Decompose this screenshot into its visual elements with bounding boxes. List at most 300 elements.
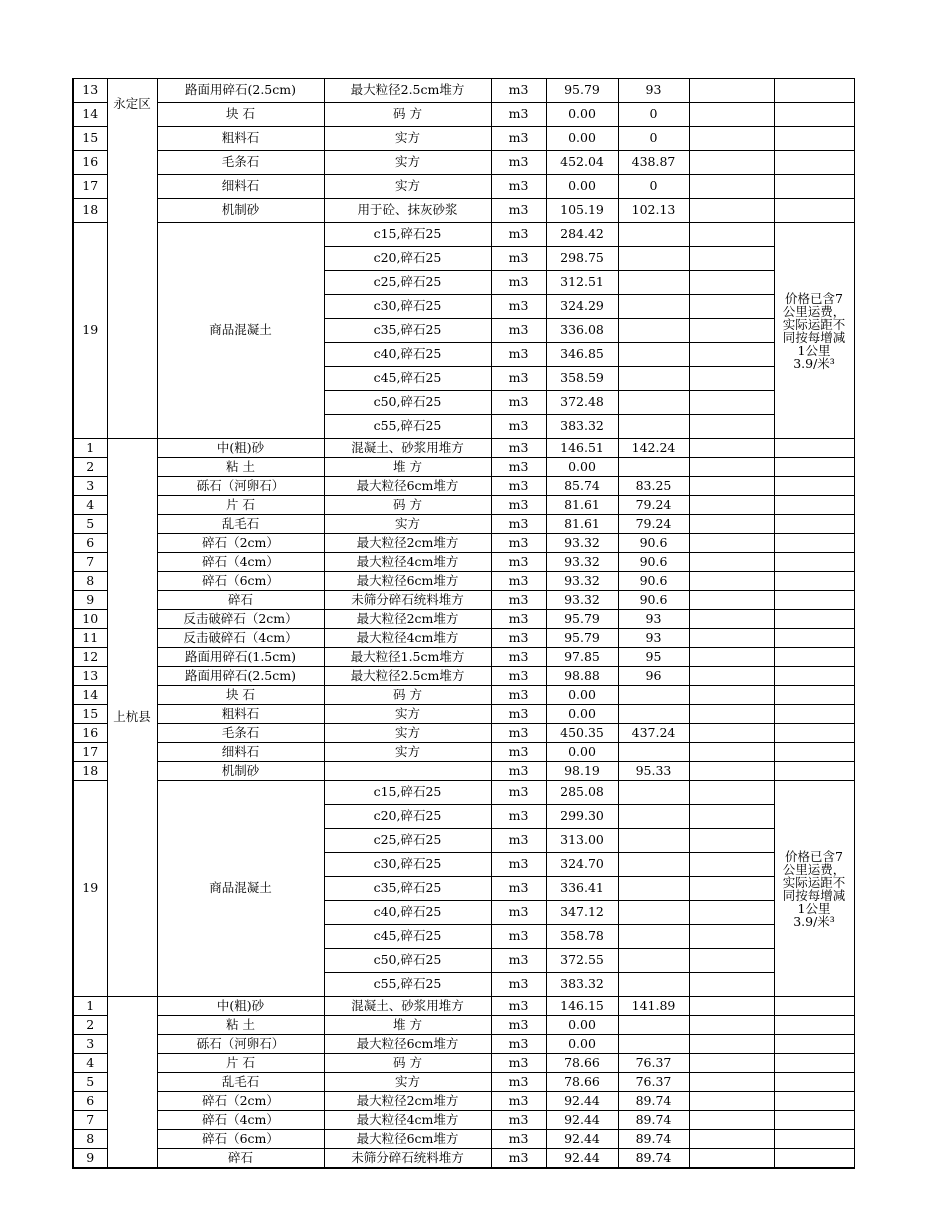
cell-note (774, 534, 854, 553)
cell-unit: m3 (491, 175, 546, 199)
cell-price2: 90.6 (618, 591, 689, 610)
cell-spec: c30,碎石25 (324, 853, 491, 877)
cell-price1: 92.44 (546, 1130, 618, 1149)
cell-unit: m3 (491, 1054, 546, 1073)
cell-unit: m3 (491, 271, 546, 295)
cell-note (774, 591, 854, 610)
cell-price2 (618, 686, 689, 705)
cell-unit: m3 (491, 1016, 546, 1035)
cell-price2: 0 (618, 103, 689, 127)
cell-row-number: 11 (73, 629, 107, 648)
table-row (73, 199, 854, 223)
cell-spec: c35,碎石25 (324, 319, 491, 343)
cell-row-number: 13 (73, 667, 107, 686)
cell-spec: 最大粒径6cm堆方 (324, 477, 491, 496)
cell-material: 机制砂 (157, 762, 324, 781)
table-row (73, 477, 854, 496)
cell-note (774, 553, 854, 572)
cell-spec: c55,碎石25 (324, 973, 491, 997)
freight-note-line: 实际运距不 (782, 316, 846, 332)
cell-spec: 实方 (324, 515, 491, 534)
cell-material: 细料石 (157, 175, 324, 199)
cell-unit: m3 (491, 925, 546, 949)
cell-unit: m3 (491, 1130, 546, 1149)
cell-row-number: 12 (73, 648, 107, 667)
freight-note-line: 1公里 (797, 900, 831, 916)
cell-extra (689, 781, 774, 805)
cell-extra (689, 1073, 774, 1092)
cell-price1: 313.00 (546, 829, 618, 853)
cell-price1: 98.19 (546, 762, 618, 781)
cell-price1: 383.32 (546, 973, 618, 997)
cell-spec: c35,碎石25 (324, 877, 491, 901)
cell-note (774, 686, 854, 705)
table-row (73, 103, 854, 127)
cell-note (774, 629, 854, 648)
cell-unit: m3 (491, 1092, 546, 1111)
cell-price2: 142.24 (618, 439, 689, 458)
cell-material: 路面用碎石(1.5cm) (157, 648, 324, 667)
cell-extra (689, 949, 774, 973)
cell-spec: c55,碎石25 (324, 415, 491, 439)
cell-spec: 混凝土、砂浆用堆方 (324, 997, 491, 1016)
cell-note (774, 1149, 854, 1168)
cell-note (774, 997, 854, 1016)
cell-note (774, 705, 854, 724)
cell-price2: 89.74 (618, 1130, 689, 1149)
cell-price2: 89.74 (618, 1092, 689, 1111)
cell-row-number: 4 (73, 1054, 107, 1073)
cell-spec: 最大粒径6cm堆方 (324, 1130, 491, 1149)
cell-unit: m3 (491, 973, 546, 997)
cell-material: 乱毛石 (157, 1073, 324, 1092)
cell-spec: 最大粒径4cm堆方 (324, 1111, 491, 1130)
cell-spec: c45,碎石25 (324, 367, 491, 391)
cell-unit: m3 (491, 1149, 546, 1168)
cell-price1: 81.61 (546, 496, 618, 515)
cell-spec: c40,碎石25 (324, 343, 491, 367)
cell-price1: 312.51 (546, 271, 618, 295)
cell-unit: m3 (491, 1073, 546, 1092)
cell-price1: 372.55 (546, 949, 618, 973)
cell-price2: 90.6 (618, 572, 689, 591)
cell-extra (689, 223, 774, 247)
cell-extra (689, 901, 774, 925)
cell-extra (689, 572, 774, 591)
table-row (73, 151, 854, 175)
cell-note (774, 743, 854, 762)
cell-spec: 最大粒径1.5cm堆方 (324, 648, 491, 667)
table-row (73, 762, 854, 781)
cell-material: 碎石（4cm） (157, 553, 324, 572)
cell-row-number: 1 (73, 439, 107, 458)
cell-note (774, 1016, 854, 1035)
cell-spec: 最大粒径2.5cm堆方 (324, 667, 491, 686)
table-row (73, 439, 854, 458)
cell-note (774, 610, 854, 629)
cell-extra (689, 175, 774, 199)
cell-spec: 码 方 (324, 1054, 491, 1073)
cell-extra (689, 247, 774, 271)
cell-row-number: 17 (73, 175, 107, 199)
cell-extra (689, 1016, 774, 1035)
cell-price1: 105.19 (546, 199, 618, 223)
table-row (73, 997, 854, 1016)
cell-price1: 324.70 (546, 853, 618, 877)
cell-price2 (618, 391, 689, 415)
cell-extra (689, 973, 774, 997)
cell-unit: m3 (491, 610, 546, 629)
cell-unit: m3 (491, 223, 546, 247)
cell-material: 粘 土 (157, 458, 324, 477)
cell-note (774, 515, 854, 534)
cell-spec: 码 方 (324, 103, 491, 127)
cell-price1: 78.66 (546, 1073, 618, 1092)
cell-unit: m3 (491, 805, 546, 829)
cell-price1: 97.85 (546, 648, 618, 667)
table-row (73, 1092, 854, 1111)
cell-row-number: 14 (73, 686, 107, 705)
cell-price2: 0 (618, 127, 689, 151)
table-row (73, 705, 854, 724)
cell-price1: 0.00 (546, 686, 618, 705)
table-row-concrete (73, 781, 854, 805)
cell-extra (689, 439, 774, 458)
cell-spec: 实方 (324, 127, 491, 151)
cell-unit: m3 (491, 572, 546, 591)
cell-unit: m3 (491, 103, 546, 127)
cell-material: 碎石 (157, 1149, 324, 1168)
cell-extra (689, 319, 774, 343)
cell-price2: 90.6 (618, 553, 689, 572)
cell-price1: 98.88 (546, 667, 618, 686)
cell-unit: m3 (491, 415, 546, 439)
cell-unit: m3 (491, 343, 546, 367)
cell-price2: 89.74 (618, 1149, 689, 1168)
cell-price1: 0.00 (546, 458, 618, 477)
cell-row-number: 14 (73, 103, 107, 127)
cell-spec: 未筛分碎石统料堆方 (324, 591, 491, 610)
cell-price1: 92.44 (546, 1092, 618, 1111)
table-row (73, 686, 854, 705)
cell-row-number: 9 (73, 591, 107, 610)
cell-row-number: 2 (73, 458, 107, 477)
cell-price2 (618, 829, 689, 853)
cell-material: 反击破碎石（2cm） (157, 610, 324, 629)
cell-extra (689, 515, 774, 534)
cell-material: 块 石 (157, 103, 324, 127)
cell-row-number: 16 (73, 151, 107, 175)
cell-price2 (618, 319, 689, 343)
cell-price2: 79.24 (618, 515, 689, 534)
cell-extra (689, 477, 774, 496)
cell-spec: c50,碎石25 (324, 949, 491, 973)
cell-price1: 146.15 (546, 997, 618, 1016)
cell-price2 (618, 367, 689, 391)
cell-row-number: 7 (73, 553, 107, 572)
cell-note (774, 648, 854, 667)
cell-price2: 89.74 (618, 1111, 689, 1130)
cell-unit: m3 (491, 901, 546, 925)
cell-price1: 146.51 (546, 439, 618, 458)
cell-price2: 83.25 (618, 477, 689, 496)
cell-row-number: 1 (73, 997, 107, 1016)
cell-extra (689, 591, 774, 610)
cell-extra (689, 1035, 774, 1054)
cell-unit: m3 (491, 458, 546, 477)
cell-note (774, 1130, 854, 1149)
cell-unit: m3 (491, 853, 546, 877)
table-row (73, 1054, 854, 1073)
cell-extra (689, 415, 774, 439)
cell-extra (689, 925, 774, 949)
cell-material: 片 石 (157, 1054, 324, 1073)
table-row (73, 572, 854, 591)
cell-price2 (618, 458, 689, 477)
cell-note (774, 1073, 854, 1092)
cell-material: 粘 土 (157, 1016, 324, 1035)
cell-price1: 450.35 (546, 724, 618, 743)
cell-unit: m3 (491, 199, 546, 223)
cell-note (774, 1092, 854, 1111)
cell-unit: m3 (491, 743, 546, 762)
cell-extra (689, 367, 774, 391)
cell-extra (689, 610, 774, 629)
table-row (73, 1016, 854, 1035)
cell-unit: m3 (491, 127, 546, 151)
freight-note-line: 3.9/米³ (793, 913, 835, 929)
cell-spec: 最大粒径4cm堆方 (324, 553, 491, 572)
cell-price2: 96 (618, 667, 689, 686)
region-label: 上杭县 (113, 709, 151, 725)
cell-price1: 0.00 (546, 103, 618, 127)
cell-extra (689, 103, 774, 127)
cell-row-number: 6 (73, 534, 107, 553)
cell-row-number: 15 (73, 705, 107, 724)
cell-unit: m3 (491, 515, 546, 534)
cell-unit: m3 (491, 781, 546, 805)
cell-extra (689, 1149, 774, 1168)
cell-price2 (618, 949, 689, 973)
cell-extra (689, 458, 774, 477)
cell-price1: 298.75 (546, 247, 618, 271)
cell-note (774, 127, 854, 151)
cell-price1: 372.48 (546, 391, 618, 415)
cell-price2 (618, 705, 689, 724)
table-row (73, 496, 854, 515)
cell-unit: m3 (491, 439, 546, 458)
cell-unit: m3 (491, 762, 546, 781)
cell-row-number: 18 (73, 199, 107, 223)
cell-material: 粗料石 (157, 705, 324, 724)
cell-price2: 102.13 (618, 199, 689, 223)
freight-note-line: 1公里 (797, 342, 831, 358)
cell-unit: m3 (491, 667, 546, 686)
cell-price2: 438.87 (618, 151, 689, 175)
cell-unit: m3 (491, 648, 546, 667)
cell-unit: m3 (491, 319, 546, 343)
cell-price1: 95.79 (546, 610, 618, 629)
cell-price1: 78.66 (546, 1054, 618, 1073)
cell-extra (689, 877, 774, 901)
table-row (73, 127, 854, 151)
cell-price1: 346.85 (546, 343, 618, 367)
cell-spec: 实方 (324, 151, 491, 175)
cell-extra (689, 271, 774, 295)
table-row (73, 629, 854, 648)
cell-price2: 0 (618, 175, 689, 199)
table-row (73, 515, 854, 534)
cell-material: 商品混凝土 (157, 781, 324, 997)
cell-extra (689, 762, 774, 781)
cell-note (774, 151, 854, 175)
cell-extra (689, 667, 774, 686)
cell-row-number: 8 (73, 572, 107, 591)
cell-note (774, 79, 854, 103)
cell-freight-note (774, 223, 854, 439)
material-price-table (72, 78, 855, 1169)
cell-row-number: 3 (73, 1035, 107, 1054)
cell-price2 (618, 415, 689, 439)
cell-price2 (618, 743, 689, 762)
cell-extra (689, 391, 774, 415)
cell-row-number: 7 (73, 1111, 107, 1130)
table-row (73, 743, 854, 762)
cell-price2: 76.37 (618, 1054, 689, 1073)
cell-extra (689, 686, 774, 705)
cell-spec: 最大粒径2.5cm堆方 (324, 79, 491, 103)
cell-row-number: 16 (73, 724, 107, 743)
cell-material: 毛条石 (157, 151, 324, 175)
cell-price2 (618, 853, 689, 877)
table-row (73, 458, 854, 477)
cell-unit: m3 (491, 705, 546, 724)
cell-spec: c25,碎石25 (324, 271, 491, 295)
cell-note (774, 458, 854, 477)
table-row (73, 1149, 854, 1168)
cell-extra (689, 343, 774, 367)
cell-spec: 堆 方 (324, 1016, 491, 1035)
cell-unit: m3 (491, 247, 546, 271)
cell-row-number: 19 (73, 781, 107, 997)
cell-extra (689, 79, 774, 103)
cell-unit: m3 (491, 949, 546, 973)
cell-note (774, 477, 854, 496)
cell-row-number: 4 (73, 496, 107, 515)
cell-price1: 0.00 (546, 743, 618, 762)
freight-note-line: 同按每增减 (782, 329, 846, 345)
cell-note (774, 1035, 854, 1054)
cell-spec: c20,碎石25 (324, 247, 491, 271)
cell-note (774, 1111, 854, 1130)
cell-price2: 90.6 (618, 534, 689, 553)
cell-extra (689, 853, 774, 877)
cell-extra (689, 553, 774, 572)
cell-price2: 95 (618, 648, 689, 667)
cell-spec: 混凝土、砂浆用堆方 (324, 439, 491, 458)
table-row (73, 1130, 854, 1149)
cell-spec: c25,碎石25 (324, 829, 491, 853)
cell-material: 块 石 (157, 686, 324, 705)
cell-extra (689, 705, 774, 724)
cell-price2 (618, 901, 689, 925)
cell-price1: 285.08 (546, 781, 618, 805)
cell-material: 乱毛石 (157, 515, 324, 534)
cell-unit: m3 (491, 724, 546, 743)
cell-price2: 93 (618, 629, 689, 648)
freight-note-line: 公里运费， (782, 303, 846, 319)
freight-note-line: 价格已含7 (785, 848, 843, 864)
cell-price1: 92.44 (546, 1111, 618, 1130)
cell-price2 (618, 925, 689, 949)
cell-spec: 实方 (324, 743, 491, 762)
cell-price1: 299.30 (546, 805, 618, 829)
table-row (73, 591, 854, 610)
cell-region (107, 79, 157, 439)
cell-spec: c20,碎石25 (324, 805, 491, 829)
cell-spec: 实方 (324, 724, 491, 743)
cell-row-number: 10 (73, 610, 107, 629)
cell-row-number: 8 (73, 1130, 107, 1149)
table-row-concrete (73, 223, 854, 247)
cell-spec: 堆 方 (324, 458, 491, 477)
cell-row-number: 9 (73, 1149, 107, 1168)
cell-material: 商品混凝土 (157, 223, 324, 439)
cell-price2 (618, 1016, 689, 1035)
cell-price1: 81.61 (546, 515, 618, 534)
cell-price2 (618, 223, 689, 247)
cell-region (107, 997, 157, 1168)
cell-spec: 最大粒径2cm堆方 (324, 534, 491, 553)
cell-extra (689, 724, 774, 743)
cell-price2: 76.37 (618, 1073, 689, 1092)
cell-price1: 0.00 (546, 175, 618, 199)
cell-price2 (618, 877, 689, 901)
cell-price1: 0.00 (546, 127, 618, 151)
cell-extra (689, 829, 774, 853)
cell-material: 中(粗)砂 (157, 997, 324, 1016)
table-row (73, 667, 854, 686)
cell-extra (689, 805, 774, 829)
cell-unit: m3 (491, 997, 546, 1016)
cell-extra (689, 997, 774, 1016)
cell-price2: 79.24 (618, 496, 689, 515)
cell-extra (689, 743, 774, 762)
cell-material: 片 石 (157, 496, 324, 515)
cell-extra (689, 127, 774, 151)
cell-price1: 358.59 (546, 367, 618, 391)
cell-material: 碎石（6cm） (157, 1130, 324, 1149)
cell-price1: 324.29 (546, 295, 618, 319)
cell-extra (689, 295, 774, 319)
cell-material: 碎石 (157, 591, 324, 610)
cell-price1: 0.00 (546, 705, 618, 724)
cell-spec: 最大粒径4cm堆方 (324, 629, 491, 648)
cell-row-number: 5 (73, 515, 107, 534)
cell-note (774, 439, 854, 458)
cell-price2 (618, 271, 689, 295)
cell-unit: m3 (491, 686, 546, 705)
cell-spec: 实方 (324, 175, 491, 199)
cell-spec: c30,碎石25 (324, 295, 491, 319)
cell-unit: m3 (491, 629, 546, 648)
cell-price1: 383.32 (546, 415, 618, 439)
cell-extra (689, 629, 774, 648)
cell-price1: 85.74 (546, 477, 618, 496)
cell-price1: 95.79 (546, 629, 618, 648)
cell-price2: 93 (618, 79, 689, 103)
cell-spec: 码 方 (324, 496, 491, 515)
